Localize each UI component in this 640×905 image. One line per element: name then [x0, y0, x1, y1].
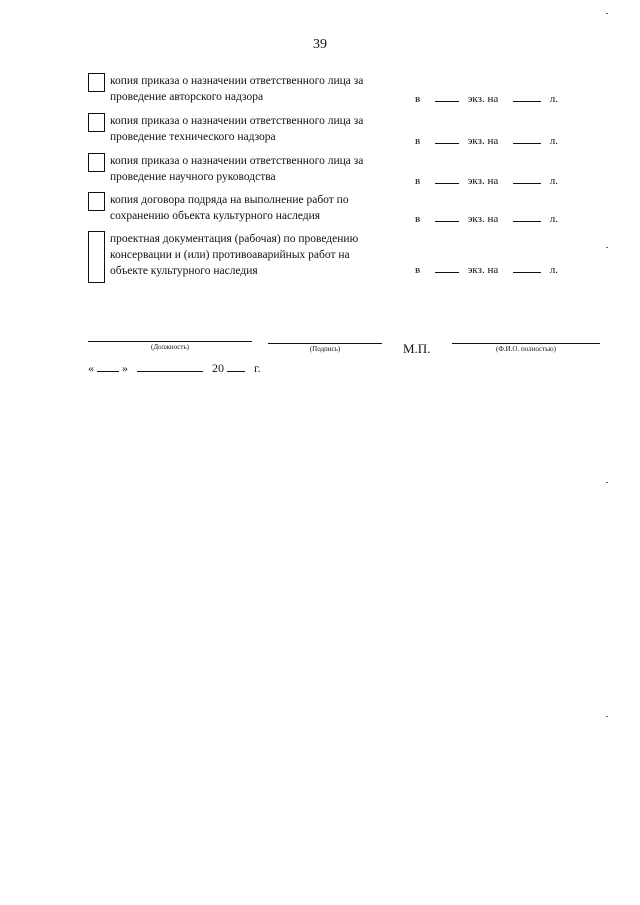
list-item	[88, 231, 578, 283]
scan-speck	[606, 482, 608, 483]
copies-blank[interactable]	[435, 262, 459, 273]
qty-copies-label: экз. на	[467, 264, 499, 276]
qty-copies-label: экз. на	[467, 135, 499, 147]
item-text: копия приказа о назначении ответственного лица за проведение авторского надзора	[110, 75, 364, 103]
item-text: проектная документация (рабочая) по проведению консервации и (или) противоаварийных работ на объекте культурного наследия	[110, 233, 359, 277]
copies-sheets-field	[415, 133, 558, 147]
qty-in-label: в	[415, 213, 421, 225]
item-text: копия договора подряда на выполнение работ по сохранению объекта культурного наследия	[110, 194, 349, 222]
copies-blank[interactable]	[435, 133, 459, 144]
scan-speck	[606, 716, 608, 717]
checkbox[interactable]	[88, 113, 105, 132]
copies-blank[interactable]	[435, 173, 459, 184]
sheets-blank[interactable]	[513, 211, 541, 222]
qty-sheets-label: л.	[549, 213, 558, 225]
qty-copies-label: экз. на	[467, 93, 499, 105]
copies-blank[interactable]	[435, 91, 459, 102]
year-prefix: 20	[212, 361, 224, 375]
qty-sheets-label: л.	[549, 135, 558, 147]
qty-copies-label: экз. на	[467, 175, 499, 187]
full-name-line[interactable]	[452, 343, 600, 344]
qty-in-label: в	[415, 135, 421, 147]
copies-blank[interactable]	[435, 211, 459, 222]
qty-sheets-label: л.	[549, 175, 558, 187]
checkbox[interactable]	[88, 153, 105, 172]
day-blank[interactable]	[97, 361, 119, 372]
signature-line[interactable]	[268, 343, 382, 344]
sheets-blank[interactable]	[513, 133, 541, 144]
qty-in-label: в	[415, 264, 421, 276]
qty-sheets-label: л.	[549, 93, 558, 105]
scan-speck	[606, 13, 608, 14]
year-blank[interactable]	[227, 361, 245, 372]
qty-sheets-label: л.	[549, 264, 558, 276]
page-number: 39	[313, 37, 327, 52]
sheets-blank[interactable]	[513, 173, 541, 184]
copies-sheets-field	[415, 211, 558, 225]
full-name-caption: (Ф.И.О. полностью)	[496, 345, 556, 353]
stamp-label: М.П.	[403, 341, 431, 356]
qty-in-label: в	[415, 93, 421, 105]
date-line	[88, 361, 261, 376]
scan-speck	[606, 247, 608, 248]
list-item	[88, 113, 578, 147]
open-quote: «	[88, 361, 94, 375]
checkbox[interactable]	[88, 73, 105, 92]
list-item	[88, 73, 578, 107]
position-caption: (Должность)	[151, 343, 189, 351]
qty-in-label: в	[415, 175, 421, 187]
checkbox[interactable]	[88, 192, 105, 211]
position-line[interactable]	[88, 341, 252, 342]
copies-sheets-field	[415, 173, 558, 187]
sheets-blank[interactable]	[513, 91, 541, 102]
item-text: копия приказа о назначении ответственного лица за проведение технического надзора	[110, 115, 364, 143]
copies-sheets-field	[415, 262, 558, 276]
sheets-blank[interactable]	[513, 262, 541, 273]
month-blank[interactable]	[137, 361, 203, 372]
checkbox[interactable]	[88, 231, 105, 283]
year-suffix: г.	[254, 361, 261, 375]
list-item	[88, 192, 578, 226]
copies-sheets-field	[415, 91, 558, 105]
item-text: копия приказа о назначении ответственного лица за проведение научного руководства	[110, 155, 364, 183]
close-quote: »	[122, 361, 128, 375]
qty-copies-label: экз. на	[467, 213, 499, 225]
list-item	[88, 153, 578, 187]
signature-caption: (Подпись)	[309, 345, 341, 353]
